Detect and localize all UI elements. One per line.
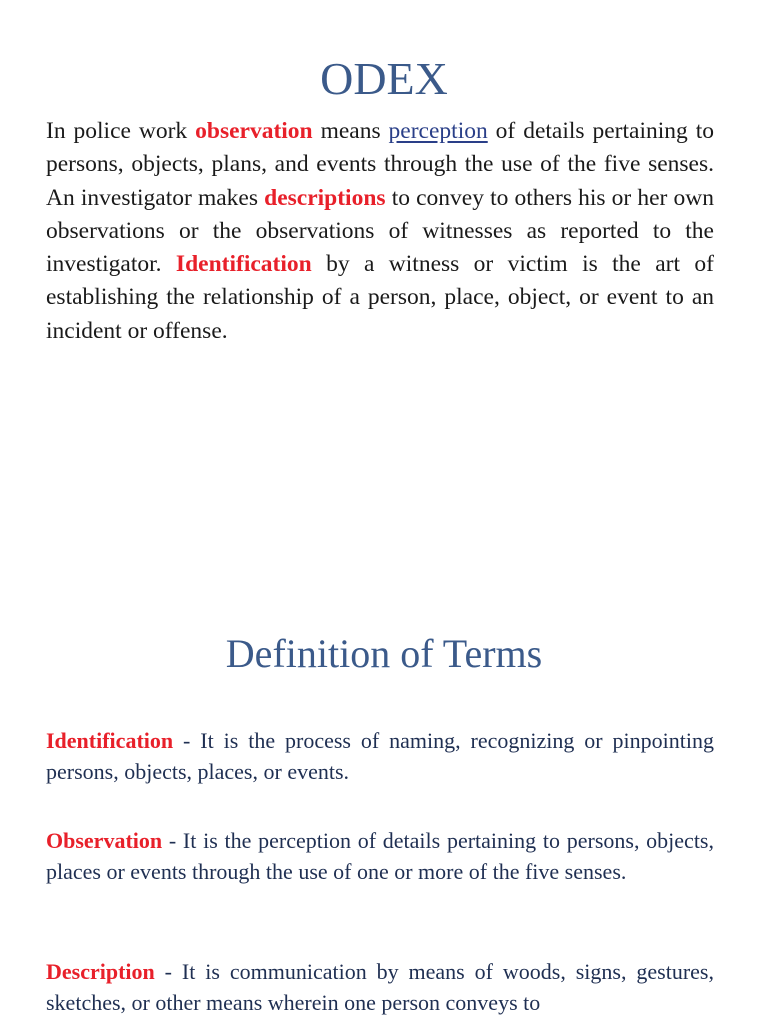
- definition-observation: [46, 826, 714, 887]
- term-label: Identification: [46, 728, 174, 753]
- intro-text-2: means: [312, 118, 389, 144]
- slide-title-odex: ODEX: [320, 53, 448, 104]
- perception-link[interactable]: perception: [388, 118, 488, 144]
- term-identification-highlight: Identification: [175, 251, 312, 278]
- intro-text-1: In police work: [46, 118, 196, 144]
- intro-text-3: of details pertaining to persons, objects, plans, and events through the use of the five senses. An investigator makes: [46, 118, 714, 211]
- term-definition: - It is the perception of details pertaining to persons, objects, places or events through the use of one or more of the five senses.: [46, 828, 714, 884]
- intro-paragraph: [46, 115, 714, 348]
- term-definition: - It is communication by means of woods, signs, gestures, sketches, or other means wherein one person conveys to: [46, 959, 714, 1015]
- definition-identification: [46, 726, 714, 787]
- term-descriptions-highlight: descriptions: [264, 184, 386, 211]
- term-definition: - It is the process of naming, recognizing or pinpointing persons, objects, places, or events.: [46, 728, 714, 784]
- term-label: Observation: [46, 828, 163, 853]
- intro-text-5: by a witness or victim is the art of establishing the relationship of a person, place, object, or event to an incident or offense.: [46, 251, 714, 344]
- term-observation-highlight: observation: [195, 118, 313, 144]
- definition-description: [46, 957, 714, 1018]
- term-label: Description: [46, 959, 155, 984]
- intro-text-4: to convey to others his or her own observations or the observations of witnesses as reported to the investigator.: [46, 184, 714, 278]
- slide-title-definitions: Definition of Terms: [225, 631, 543, 676]
